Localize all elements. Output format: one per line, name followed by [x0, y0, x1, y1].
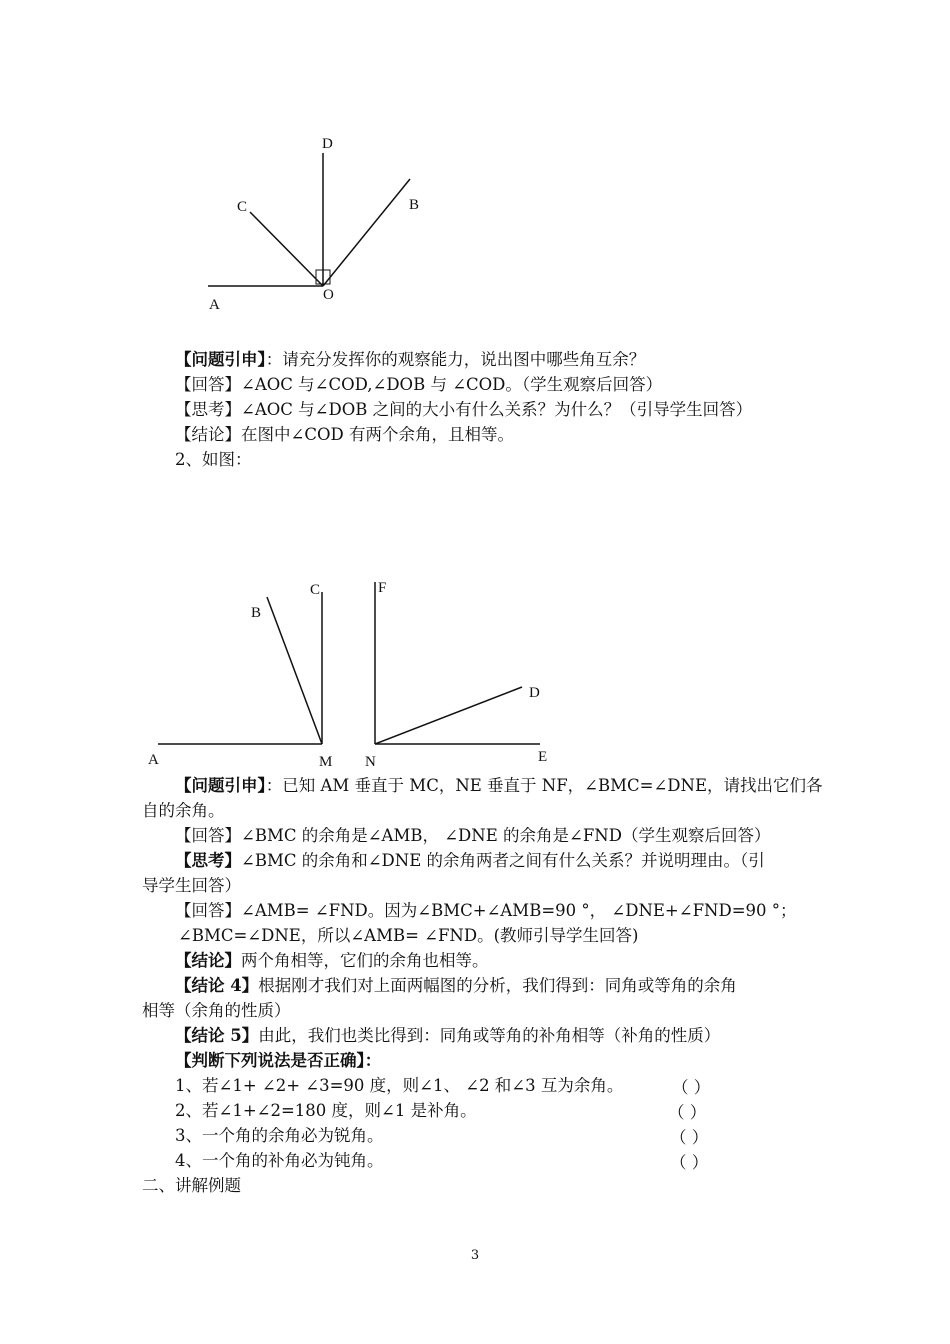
think2-text-cont: 导学生回答）	[142, 876, 241, 895]
conclusion-text: 在图中∠COD 有两个余角，且相等。	[241, 425, 514, 444]
section3-heading: 二、讲解例题	[142, 1176, 241, 1195]
question-line	[175, 348, 645, 372]
label-D: D	[322, 136, 333, 152]
answer2-line	[175, 824, 770, 848]
think2-tag: 【思考】	[175, 851, 241, 870]
answer-tag: 【回答】	[175, 375, 241, 394]
conclusion4-text: 根据刚才我们对上面两幅图的分析，我们得到：同角或等角的余角	[258, 976, 737, 995]
label-B: B	[409, 197, 420, 213]
answer3-line	[175, 899, 797, 923]
question2-text: ：已知 AM 垂直于 MC，NE 垂直于 NF，∠BMC=∠DNE，请找出它们各	[265, 776, 823, 795]
ray-MB	[267, 597, 322, 744]
conclusion5-line	[175, 1024, 720, 1048]
answer3-text: ∠AMB= ∠FND。因为∠BMC+∠AMB=90 °， ∠DNE+∠FND=90 °；	[241, 901, 797, 920]
ray-ND	[375, 687, 522, 744]
item-2: 2、如图：	[175, 450, 252, 469]
answer-blank-4[interactable]: （ ）	[670, 1153, 709, 1172]
judge-item-4: 4、一个角的补角必为钝角。	[175, 1151, 384, 1170]
think-tag: 【思考】	[175, 400, 241, 419]
conclusion2-line	[175, 949, 489, 973]
judge-item-3: 3、一个角的余角必为锐角。	[175, 1126, 384, 1145]
conclusion2-text: 两个角相等，它们的余角也相等。	[241, 951, 489, 970]
label-C: C	[310, 582, 321, 598]
think-line	[175, 398, 752, 422]
conclusion5-tag: 【结论 5】	[175, 1026, 259, 1045]
label-E: E	[538, 749, 548, 765]
answer-blank-3[interactable]: （ ）	[670, 1128, 709, 1147]
ray-OB	[323, 179, 410, 286]
conclusion4-line	[175, 974, 737, 998]
question-text: ：请充分发挥你的观察能力，说出图中哪些角互余？	[265, 350, 646, 369]
answer2-text: ∠BMC 的余角是∠AMB， ∠DNE 的余角是∠FND（学生观察后回答）	[241, 826, 771, 845]
answer-text: ∠AOC 与∠COD,∠DOB 与 ∠COD。（学生观察后回答）	[241, 375, 663, 394]
answer-blank-1[interactable]: （ ）	[672, 1078, 711, 1097]
label-A: A	[148, 752, 159, 768]
answer-line	[175, 373, 662, 397]
label-B: B	[251, 605, 262, 621]
conclusion2-tag: 【结论】	[175, 951, 241, 970]
judge-item-1: 1、若∠1+ ∠2+ ∠3=90 度，则∠1、 ∠2 和∠3 互为余角。	[175, 1076, 624, 1095]
think2-line	[175, 849, 765, 873]
label-O: O	[323, 287, 334, 303]
label-A: A	[209, 297, 220, 313]
ray-OC	[250, 212, 323, 286]
page-number: 3	[470, 1248, 480, 1263]
conclusion-tag: 【结论】	[175, 425, 241, 444]
label-N: N	[365, 754, 376, 770]
think2-text: ∠BMC 的余角和∠DNE 的余角两者之间有什么关系？并说明理由。（引	[241, 851, 765, 870]
think-text: ∠AOC 与∠DOB 之间的大小有什么关系？为什么？（引导学生回答）	[241, 400, 753, 419]
question2-tag: 【问题引申】	[175, 776, 266, 795]
conclusion5-text: 由此，我们也类比得到：同角或等角的补角相等（补角的性质）	[258, 1026, 721, 1045]
judge-title: 【判断下列说法是否正确】：	[175, 1051, 382, 1070]
conclusion-line	[175, 423, 514, 447]
question-tag: 【问题引申】	[175, 350, 266, 369]
label-D: D	[529, 685, 540, 701]
label-M: M	[319, 754, 333, 770]
answer-blank-2[interactable]: （ ）	[668, 1103, 707, 1122]
answer3-text-cont: ∠BMC=∠DNE，所以∠AMB= ∠FND。(教师引导学生回答)	[178, 926, 639, 945]
question2-line	[175, 774, 823, 798]
answer3-tag: 【回答】	[175, 901, 241, 920]
conclusion4-tag: 【结论 4】	[175, 976, 259, 995]
question2-text-cont: 自的余角。	[142, 801, 225, 820]
label-F: F	[378, 580, 387, 596]
label-C: C	[237, 199, 248, 215]
answer2-tag: 【回答】	[175, 826, 241, 845]
conclusion4-text-cont: 相等（余角的性质）	[142, 1001, 291, 1020]
judge-item-2: 2、若∠1+∠2=180 度，则∠1 是补角。	[175, 1101, 477, 1120]
